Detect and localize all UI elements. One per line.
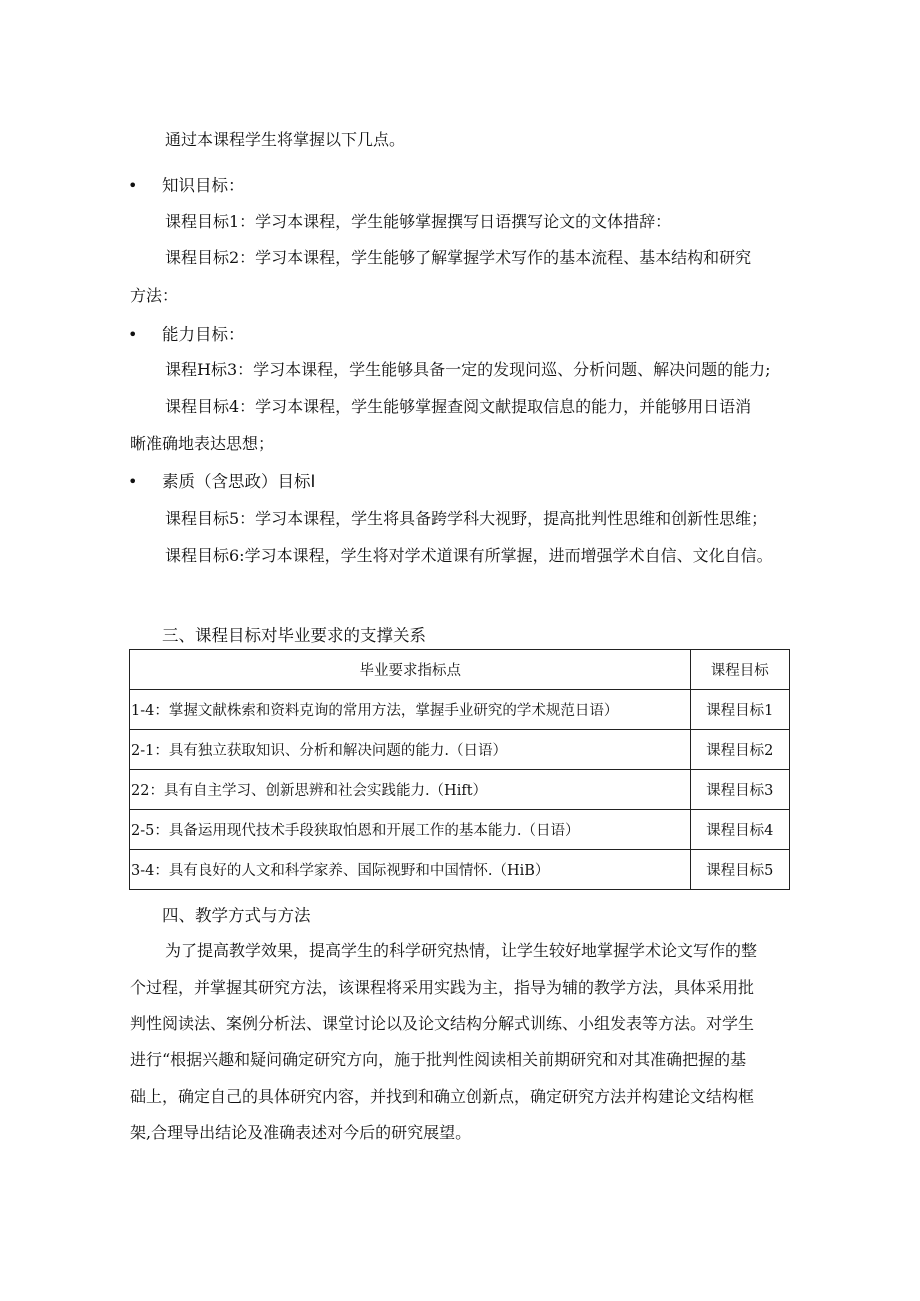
table-title: 三、课程目标对毕业要求的支撑关系: [162, 626, 426, 645]
knowledge-heading: 知识目标：: [162, 176, 245, 195]
bullet-icon: •: [128, 472, 138, 491]
table-row: [130, 690, 790, 730]
paragraph-line: 为了提高教学效果，提高学生的科学研究热情，让学生较好地掌握学术论文写作的整: [165, 941, 758, 960]
goal-5: 课程目标5：学习本课程，学生将具备跨学科大视野，提高批判性思维和创新性思维；: [165, 509, 768, 528]
paragraph-line: 础上，确定自己的具体研究内容，并找到和确立创新点，确定研究方法并构建论文结构框: [130, 1087, 755, 1106]
quality-heading: 素质（含思政）目标I: [162, 472, 316, 491]
goal-cell: 课程目标5: [690, 850, 789, 890]
table-row: [130, 850, 790, 890]
intro-text: 通过本课程学生将掌握以下几点。: [165, 130, 406, 149]
requirement-cell: 2-1：具有独立获取知识、分析和解决问题的能力.（日语）: [130, 730, 691, 770]
bullet-icon: •: [128, 176, 138, 195]
goal-cell: 课程目标1: [690, 690, 789, 730]
header-goal: 课程目标: [690, 650, 789, 690]
header-requirement: 毕业要求指标点: [130, 650, 691, 690]
paragraph-line: 个过程，并掌握其研究方法，该课程将采用实践为主，指导为辅的教学方法，具体采用批: [130, 978, 755, 997]
bullet-icon: •: [128, 325, 138, 344]
requirement-cell: 1-4：掌握文献株索和资料克询的常用方法，掌握手业研究的学术规范日语）: [130, 690, 691, 730]
goal-cell: 课程目标2: [690, 730, 789, 770]
goal-4-line-2: 晰准确地表达思想；: [130, 434, 275, 453]
table-header-row: [130, 650, 790, 690]
table-row: [130, 730, 790, 770]
goal-2-line-2: 方法：: [130, 286, 179, 305]
table-row: [130, 770, 790, 810]
goal-cell: 课程目标3: [690, 770, 789, 810]
ability-heading: 能力目标：: [162, 325, 245, 344]
goal-4-line-1: 课程目标4：学习本课程，学生能够掌握查阅文献提取信息的能力，并能够用日语消: [165, 397, 752, 416]
requirement-cell: 3-4：具有良好的人文和科学家养、国际视野和中国情怀.（HiB）: [130, 850, 691, 890]
goal-2-line-1: 课程目标2：学习本课程，学生能够了解掌握学术写作的基本流程、基本结构和研究: [165, 248, 752, 267]
requirement-cell: 22：具有自主学习、创新思辨和社会实践能力.（Hift）: [130, 770, 691, 810]
goal-6: 课程目标6:学习本课程，学生将对学术道课有所掌握，进而增强学术自信、文化自信。: [165, 546, 773, 565]
paragraph-line: 判性阅读法、案例分析法、课堂讨论以及论文结构分解式训练、小组发表等方法。对学生: [130, 1014, 755, 1033]
goal-1: 课程目标1：学习本课程，学生能够掌握撰写日语撰写论文的文体措辞：: [165, 212, 672, 231]
requirements-table: [129, 649, 790, 890]
goal-cell: 课程目标4: [690, 810, 789, 850]
requirement-cell: 2-5：具备运用现代技术手段狭取怕恩和开展工作的基本能力.（日语）: [130, 810, 691, 850]
paragraph-line: 进行“根据兴趣和疑问确定研究方向，施于批判性阅读相关前期研究和对其准确把握的基: [130, 1050, 747, 1069]
section-4-heading: 四、教学方式与方法: [162, 906, 311, 925]
goal-3: 课程H标3：学习本课程，学生能够具备一定的发现问巡、分析问题、解决问题的能力;: [165, 360, 771, 379]
paragraph-line: 架,合理导出结论及准确表述对今后的研究展望。: [130, 1123, 472, 1142]
table-row: [130, 810, 790, 850]
